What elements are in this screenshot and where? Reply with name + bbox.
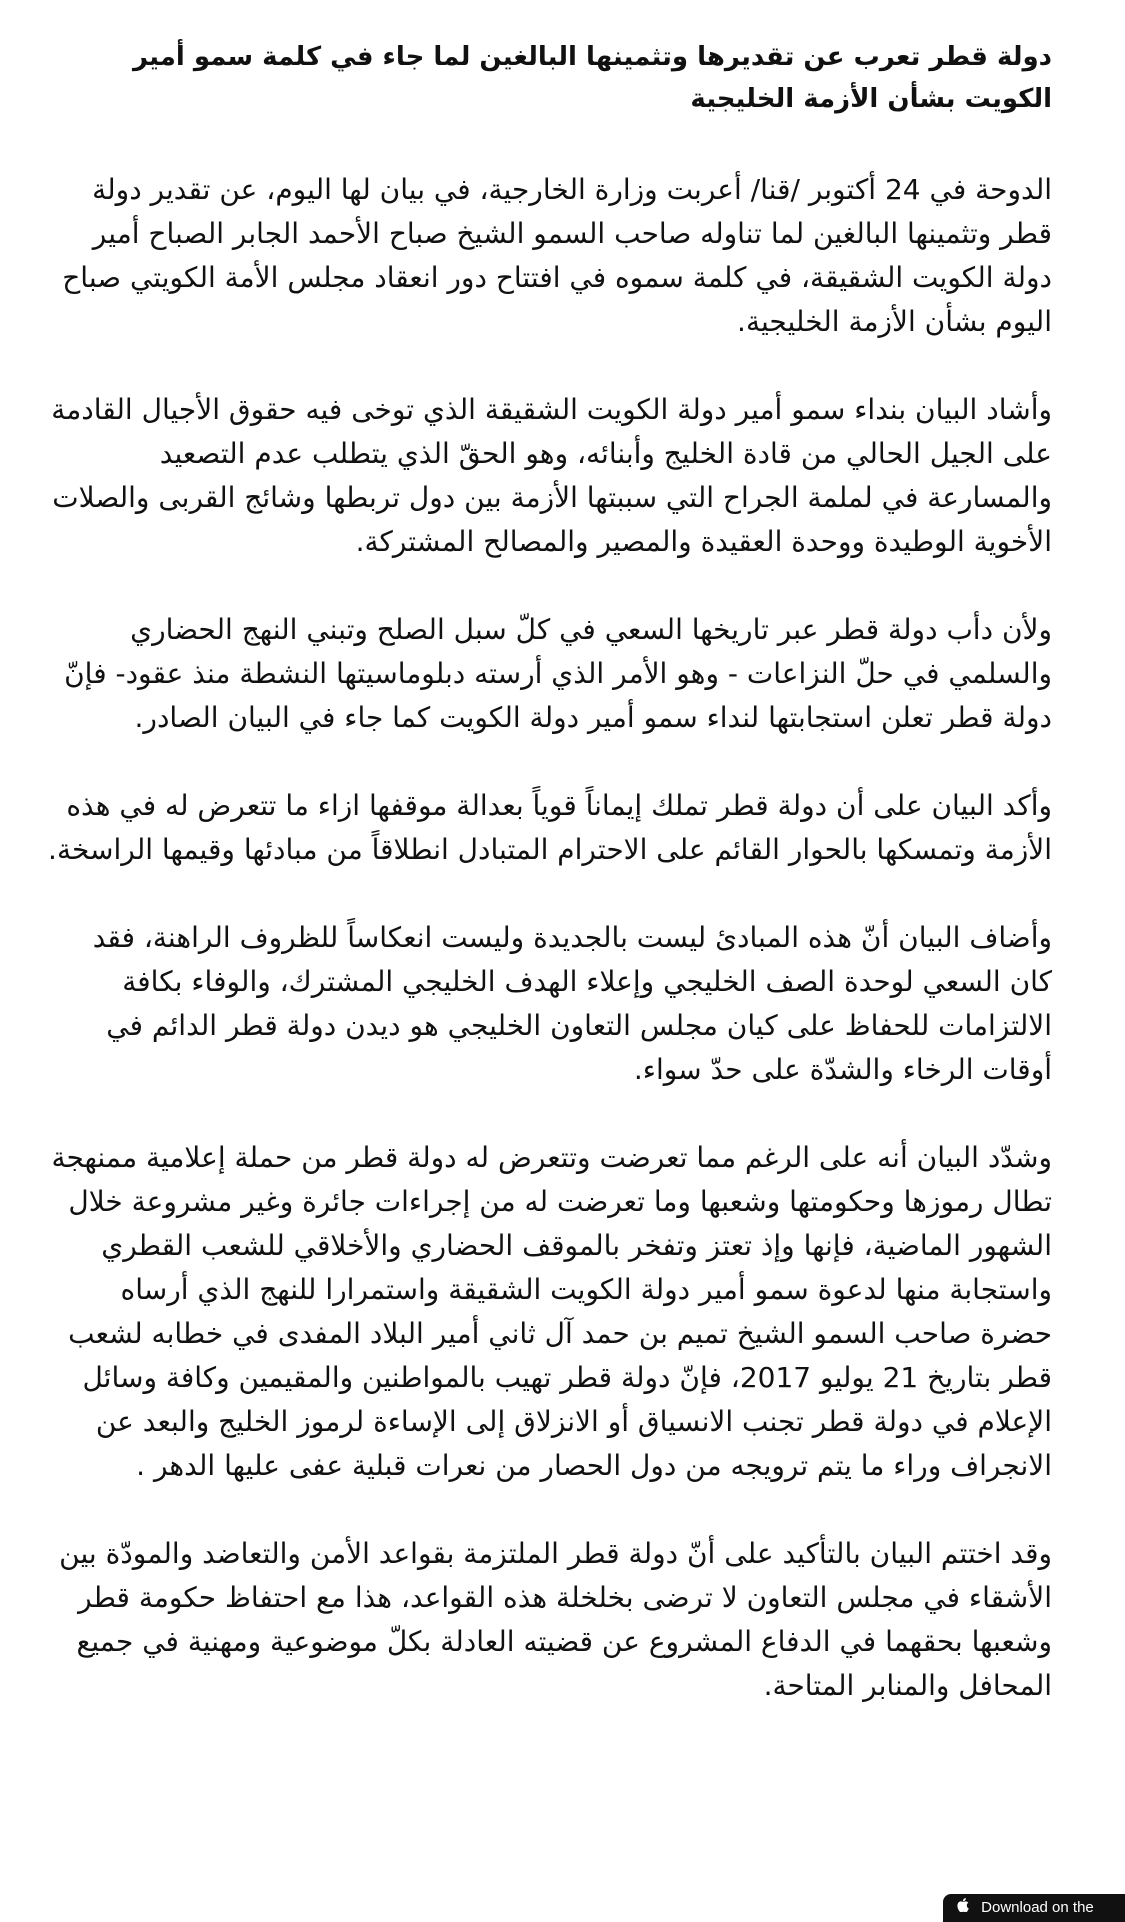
paragraph-3: ولأن دأب دولة قطر عبر تاريخها السعي في كلّ سبل الصلح وتبني النهج الحضاري والسلمي في حلّ النزاعات - وهو الأمر الذي أرسته دبلوماسيتها النشطة منذ عقود- فإنّ دولة قطر تعلن استجابتها لنداء سمو أمير دولة الكويت كما جاء في البيان الصادر.: [64, 613, 1052, 734]
paragraph-6: وشدّد البيان أنه على الرغم مما تعرضت وتتعرض له دولة قطر من حملة إعلامية ممنهجة تطال رموزها وحكومتها وشعبها وما تعرضت له من إجراءات جائرة وغير مشروعة خلال الشهور الماضية، فإنها وإذ تعتز وتفخر بالموقف الحضاري والأخلاقي للشعب القطري واستجابة منها لدعوة سمو أمير دولة الكويت الشقيقة واستمرارا للنهج الذي أرساه حضرة صاحب السمو الشيخ تميم بن حمد آل ثاني أمير البلاد المفدى في خطابه لشعب قطر بتاريخ 21 يوليو 2017، فإنّ دولة قطر تهيب بالمواطنين والمقيمين وكافة وسائل الإعلام في دولة قطر تجنب الانسياق أو الانزلاق إلى الإساءة لرموز الخليج والبعد عن الانجراف وراء ما يتم ترويجه من دول الحصار من نعرات قبلية عفى عليها الدهر .: [51, 1141, 1052, 1482]
app-store-badge-label: Download on the: [981, 1899, 1094, 1916]
paragraph-1: الدوحة في 24 أكتوبر /قنا/ أعربت وزارة الخارجية، في بيان لها اليوم، عن تقدير دولة قطر وتثمينها البالغين لما تناوله صاحب السمو الشيخ صباح الأحمد الجابر الصباح أمير دولة الكويت الشقيقة، في كلمة سموه في افتتاح دور انعقاد مجلس الأمة الكويتي صباح اليوم بشأن الأزمة الخليجية.: [62, 173, 1052, 338]
paragraph-4: وأكد البيان على أن دولة قطر تملك إيماناً قوياً بعدالة موقفها ازاء ما تتعرض له في هذه الأزمة وتمسكها بالحوار القائم على الاحترام المتبادل انطلاقاً من مبادئها وقيمها الراسخة.: [48, 789, 1052, 866]
apple-icon: [957, 1899, 973, 1916]
article: [44, 36, 1052, 1752]
app-store-badge[interactable]: [943, 1894, 1125, 1922]
paragraph-7: وقد اختتم البيان بالتأكيد على أنّ دولة قطر الملتزمة بقواعد الأمن والتعاضد والمودّة بين الأشقاء في مجلس التعاون لا ترضى بخلخلة هذه القواعد، هذا مع احتفاظ حكومة قطر وشعبها بحقهما في الدفاع المشروع عن قضيته العادلة بكلّ موضوعية ومهنية في جميع المحافل والمنابر المتاحة.: [59, 1537, 1052, 1702]
article-headline: دولة قطر تعرب عن تقديرها وتثمينها البالغين لما جاء في كلمة سمو أمير الكويت بشأن الأزمة الخليجية: [132, 42, 1052, 114]
paragraph-2: وأشاد البيان بنداء سمو أمير دولة الكويت الشقيقة الذي توخى فيه حقوق الأجيال القادمة على الجيل الحالي من قادة الخليج وأبنائه، وهو الحقّ الذي يتطلب عدم التصعيد والمسارعة في لملمة الجراح التي سببتها الأزمة بين دول تربطها وشائج القربى والصلات الأخوية الوطيدة ووحدة العقيدة والمصير والمصالح المشتركة.: [51, 393, 1052, 558]
paragraph-5: وأضاف البيان أنّ هذه المبادئ ليست بالجديدة وليست انعكاساً للظروف الراهنة، فقد كان السعي لوحدة الصف الخليجي وإعلاء الهدف الخليجي المشترك، والوفاء بكافة الالتزامات للحفاظ على كيان مجلس التعاون الخليجي هو ديدن دولة قطر الدائم في أوقات الرخاء والشدّة على حدّ سواء.: [92, 921, 1052, 1086]
